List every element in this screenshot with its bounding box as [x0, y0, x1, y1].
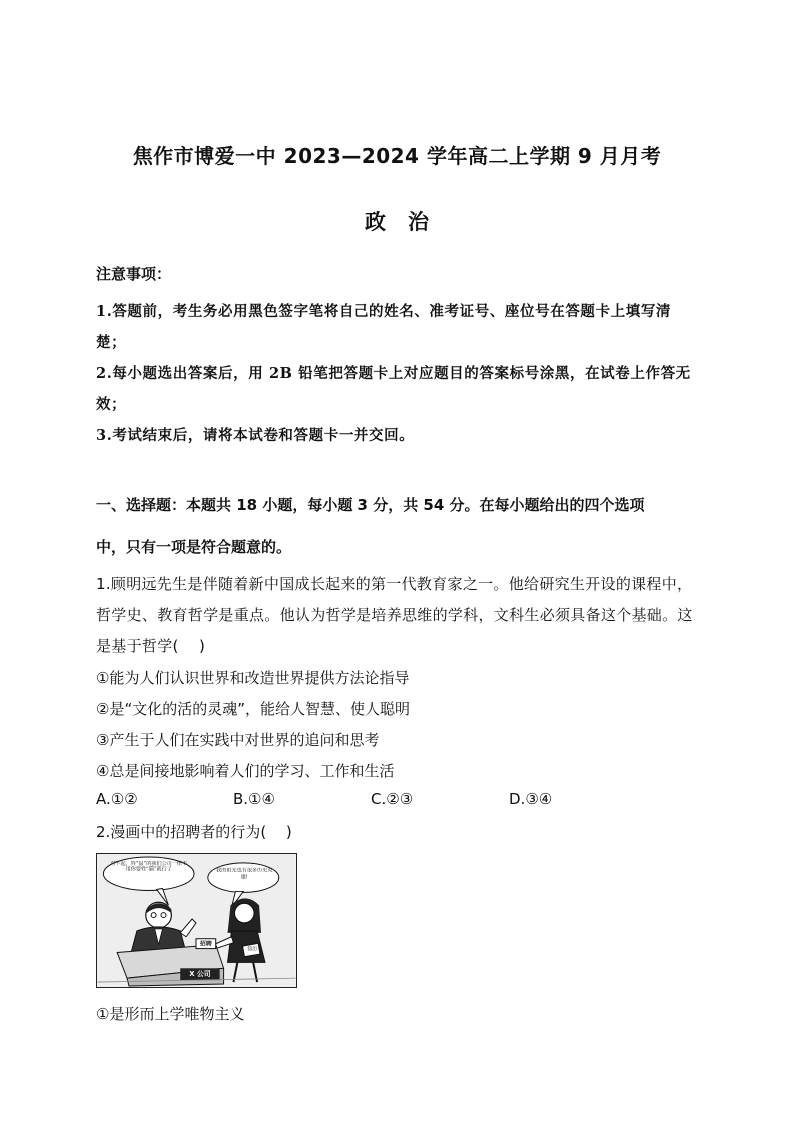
- cartoon-company-label: X 公司: [189, 970, 211, 979]
- notes-heading: 注意事项：: [96, 265, 172, 283]
- question-1-stem: 1.顾明远先生是伴随着新中国成长起来的第一代教育家之一。他给研究生开设的课程中，哲学史、教育哲学是重点。他认为哲学是培养思维的学科，文科生必须具备这个基础。这是基于哲学( ): [96, 575, 693, 655]
- note-item-3: 3.考试结束后，请将本试卷和答题卡一并交回。: [96, 427, 415, 444]
- subject-title: 政治: [365, 210, 451, 234]
- cartoon-desk-sign: 招聘: [199, 940, 212, 948]
- question-1-option-d: D.③④: [509, 790, 553, 808]
- cartoon-resume-label: 简历: [247, 946, 258, 953]
- cartoon-image: [96, 853, 297, 988]
- cartoon-bubble-left: 对不起，姓“鼠”的我们公司一律不用你要姓“猫”就行了: [110, 860, 188, 873]
- section-heading-line2: 中，只有一项是符合题意的。: [96, 538, 292, 556]
- cartoon-bubble-right: 我的祖先也有很多历史英雄!: [216, 867, 273, 881]
- note-item-1: 1.答题前，考生务必用黑色签字笔将自己的姓名、准考证号、座位号在答题卡上填写清楚；: [96, 303, 672, 351]
- question-1-option-a: A.①②: [96, 790, 138, 808]
- note-item-2: 2.每小题选出答案后，用 2B 铅笔把答题卡上对应题目的答案标号涂黑，在试卷上作答无效；: [96, 365, 691, 413]
- question-1-option-b: B.①④: [233, 790, 275, 808]
- question-1-item-4: ④总是间接地影响着人们的学习、工作和生活: [96, 762, 395, 780]
- section-heading-line1: 一、选择题：本题共 18 小题，每小题 3 分，共 54 分。在每小题给出的四个选项: [96, 496, 645, 514]
- question-2-stem: 2.漫画中的招聘者的行为( ): [96, 823, 292, 841]
- question-1-item-1: ①能为人们认识世界和改造世界提供方法论指导: [96, 669, 410, 687]
- question-1-item-3: ③产生于人们在实践中对世界的追问和思考: [96, 731, 380, 749]
- question-2-item-1: ①是形而上学唯物主义: [96, 1005, 245, 1023]
- page-title: 焦作市博爱一中 2023—2024 学年高二上学期 9 月月考: [132, 144, 662, 168]
- question-1-item-2: ②是“文化的活的灵魂”，能给人智慧、使人聪明: [96, 700, 410, 718]
- question-1-option-c: C.②③: [371, 790, 414, 808]
